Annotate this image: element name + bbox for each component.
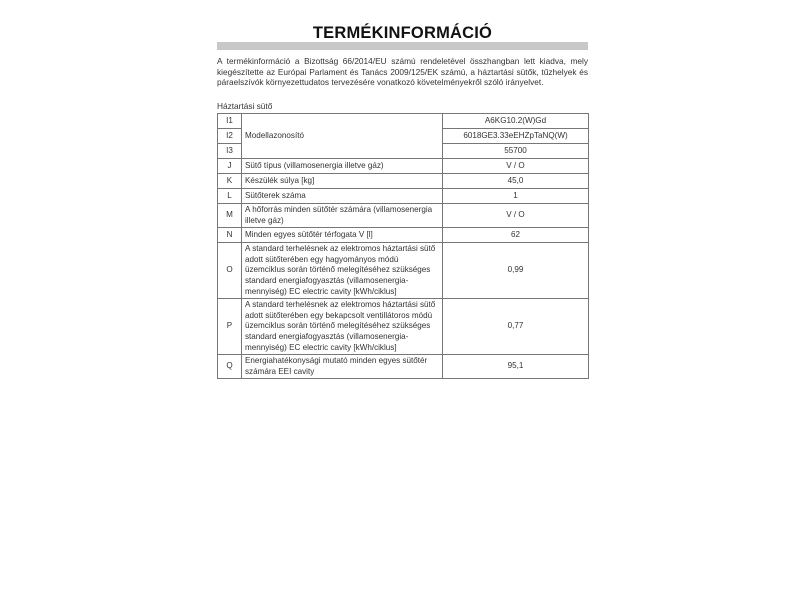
row-value: 55700 [443,144,589,159]
intro-paragraph: A termékinformáció a Bizottság 66/2014/EU számú rendeletével összhangban lett kiadva, mely kiegészítette az Európai Parlament és Tanács 2009/125/EK számú, a háztartási sütők, tűzhelyek és páraelszívók környezettudatos tervezésére vonatkozó követelményekről szóló irányelvet. [217,56,588,88]
row-value: V / O [443,159,589,174]
row-description: Készülék súlya [kg] [242,174,443,189]
row-code: Q [218,355,242,379]
page-title: TERMÉKINFORMÁCIÓ [312,24,493,42]
row-value: V / O [443,204,589,228]
row-value: A6KG10.2(W)Gd [443,114,589,129]
row-code: J [218,159,242,174]
row-value: 1 [443,189,589,204]
table-row [218,355,589,379]
row-code: K [218,174,242,189]
row-description: Sütő típus (villamosenergia illetve gáz) [242,159,443,174]
row-code: I2 [218,129,242,144]
row-description: Energiahatékonysági mutató minden egyes sütőtér számára EEI cavity [242,355,443,379]
row-description: Minden egyes sütőtér térfogata V [l] [242,228,443,243]
row-value: 6018GE3.33eEHZpTaNQ(W) [443,129,589,144]
row-value: 62 [443,228,589,243]
row-code: P [218,299,242,355]
row-description: A standard terhelésnek az elektromos háztartási sütő adott sütőterében egy hagyományos módú üzemciklus során történő melegítéséhez szükséges standard energiafogyasztás (villamosenergia-mennyiség) EC electric cavity [kWh/ciklus] [242,243,443,299]
row-value: 95,1 [443,355,589,379]
table-row [218,228,589,243]
row-description: A standard terhelésnek az elektromos háztartási sütő adott sütőterében egy bekapcsolt ventillátoros módú üzemciklus során történő melegítéséhez szükséges standard energiafogyasztás (villamosenergia-mennyiség) EC electric cavity [kWh/ciklus] [242,299,443,355]
row-value: 0,99 [443,243,589,299]
section-label: Háztartási sütő [217,101,273,111]
row-description: Sütőterek száma [242,189,443,204]
table-row [218,174,589,189]
row-code: N [218,228,242,243]
row-code: I1 [218,114,242,129]
row-value: 0,77 [443,299,589,355]
row-description: A hőforrás minden sütőtér számára (villamosenergia illetve gáz) [242,204,443,228]
row-code: M [218,204,242,228]
table-row [218,114,589,129]
row-code: O [218,243,242,299]
table-row [218,243,589,299]
row-value: 45,0 [443,174,589,189]
table-row [218,299,589,355]
title-divider-bar [217,42,588,50]
table-row [218,204,589,228]
product-info-table [217,113,589,379]
row-code: L [218,189,242,204]
row-code: I3 [218,144,242,159]
table-row [218,189,589,204]
table-row [218,159,589,174]
row-description: Modellazonosító [242,114,443,159]
